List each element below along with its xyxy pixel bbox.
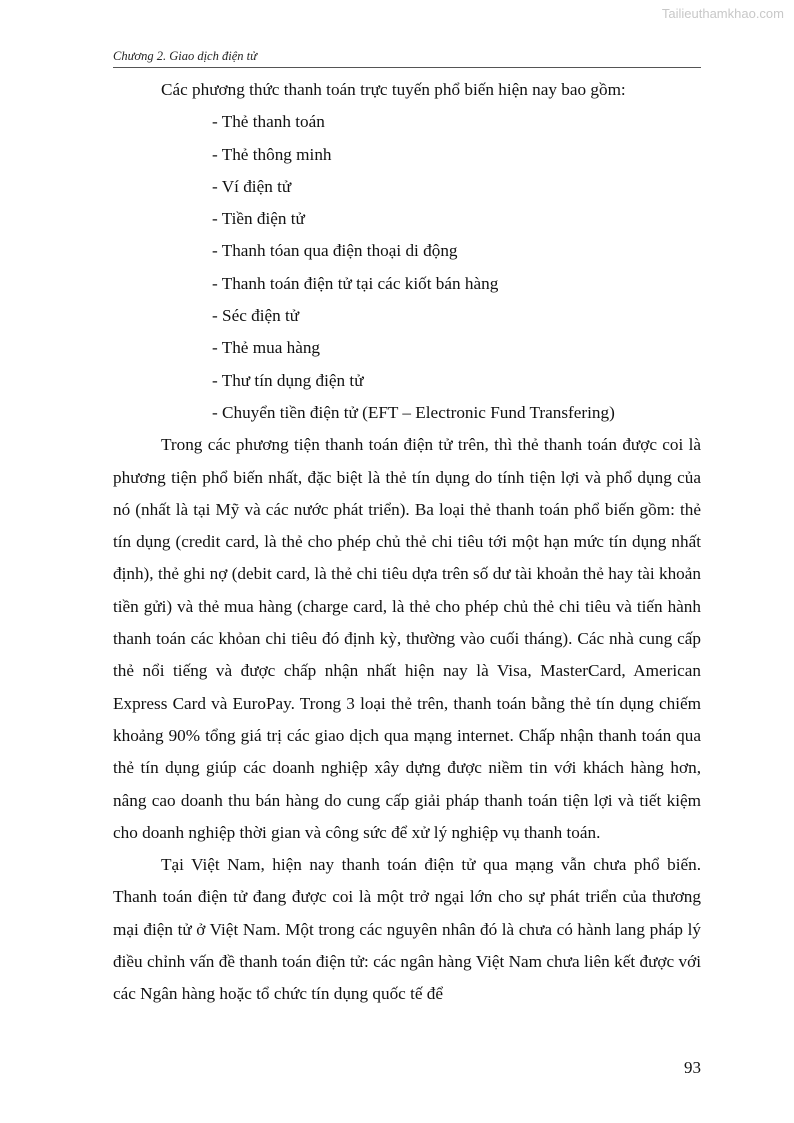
paragraph-vietnam: Tại Việt Nam, hiện nay thanh toán điện tử qua mạng vẫn chưa phổ biến. Thanh toán điện tử đang được coi là một trở ngại lớn cho sự phát triển của thương mại điện tử ở Việt Nam. Một trong các nguyên nhân đó là chưa có hành lang pháp lý điều chỉnh vấn đề thanh toán điện tử: các ngân hàng Việt Nam chưa liên kết được với các Ngân hàng hoặc tổ chức tín dụng quốc tế để xyxy=(113,855,701,1004)
paragraph-card-payments: Trong các phương tiện thanh toán điện tử trên, thì thẻ thanh toán được coi là phương tiện phổ biến nhất, đặc biệt là thẻ tín dụng do tính tiện lợi và phổ dụng của nó (nhất là tại Mỹ và các nước phát triển). Ba loại thẻ thanh toán phổ biến gồm: thẻ tín dụng (credit card, là thẻ cho phép chủ thẻ chi tiêu tới một hạn mức tín dụng nhất định), thẻ ghi nợ (debit card, là thẻ chi tiêu dựa trên số dư tài khoản thẻ hay tài khoản tiền gửi) và thẻ mua hàng (charge card, là thẻ cho phép chủ thẻ chi tiêu và tiến hành thanh toán các khỏan chi tiêu đó định kỳ, thường vào cuối tháng). Các nhà cung cấp thẻ nổi tiếng và được chấp nhận nhất hiện nay là Visa, MasterCard, American Express Card và EuroPay. Trong 3 loại thẻ trên, thanh toán bằng thẻ tín dụng chiếm khoảng 90% tổng giá trị các giao dịch qua mạng internet. Chấp nhận thanh toán qua thẻ tín dụng giúp các doanh nghiệp xây dựng được niềm tin với khách hàng hơn, nâng cao doanh thu bán hàng do cung cấp giải pháp thanh toán tiện lợi và tiết kiệm cho doanh nghiệp thời gian và công sức để xử lý nghiệp vụ thanh toán. xyxy=(113,435,701,842)
page-body xyxy=(113,74,701,1011)
list-item: - Thanh tóan qua điện thoại di động xyxy=(212,241,458,261)
intro-line: Các phương thức thanh toán trực tuyến phổ biến hiện nay bao gồm: xyxy=(161,80,626,99)
list-item: - Thanh toán điện tử tại các kiốt bán hàng xyxy=(212,273,499,293)
list-item: - Thẻ thông minh xyxy=(212,144,332,164)
list-item: - Thư tín dụng điện tử xyxy=(212,370,364,390)
list-item: - Thẻ mua hàng xyxy=(212,338,321,358)
page-number: 93 xyxy=(684,1058,701,1077)
list-item: - Ví điện tử xyxy=(212,176,292,196)
list-item: - Thẻ thanh toán xyxy=(212,112,325,132)
list-item: - Séc điện tử xyxy=(212,306,300,326)
header-divider xyxy=(113,67,701,68)
list-item: - Tiền điện tử xyxy=(212,209,305,229)
payment-methods-list xyxy=(113,106,701,429)
list-item: - Chuyển tiền điện tử (EFT – Electronic Fund Transfering) xyxy=(212,402,615,422)
chapter-header: Chương 2. Giao dịch điện tử xyxy=(113,49,257,63)
watermark: Tailieuthamkhao.com xyxy=(661,6,784,21)
